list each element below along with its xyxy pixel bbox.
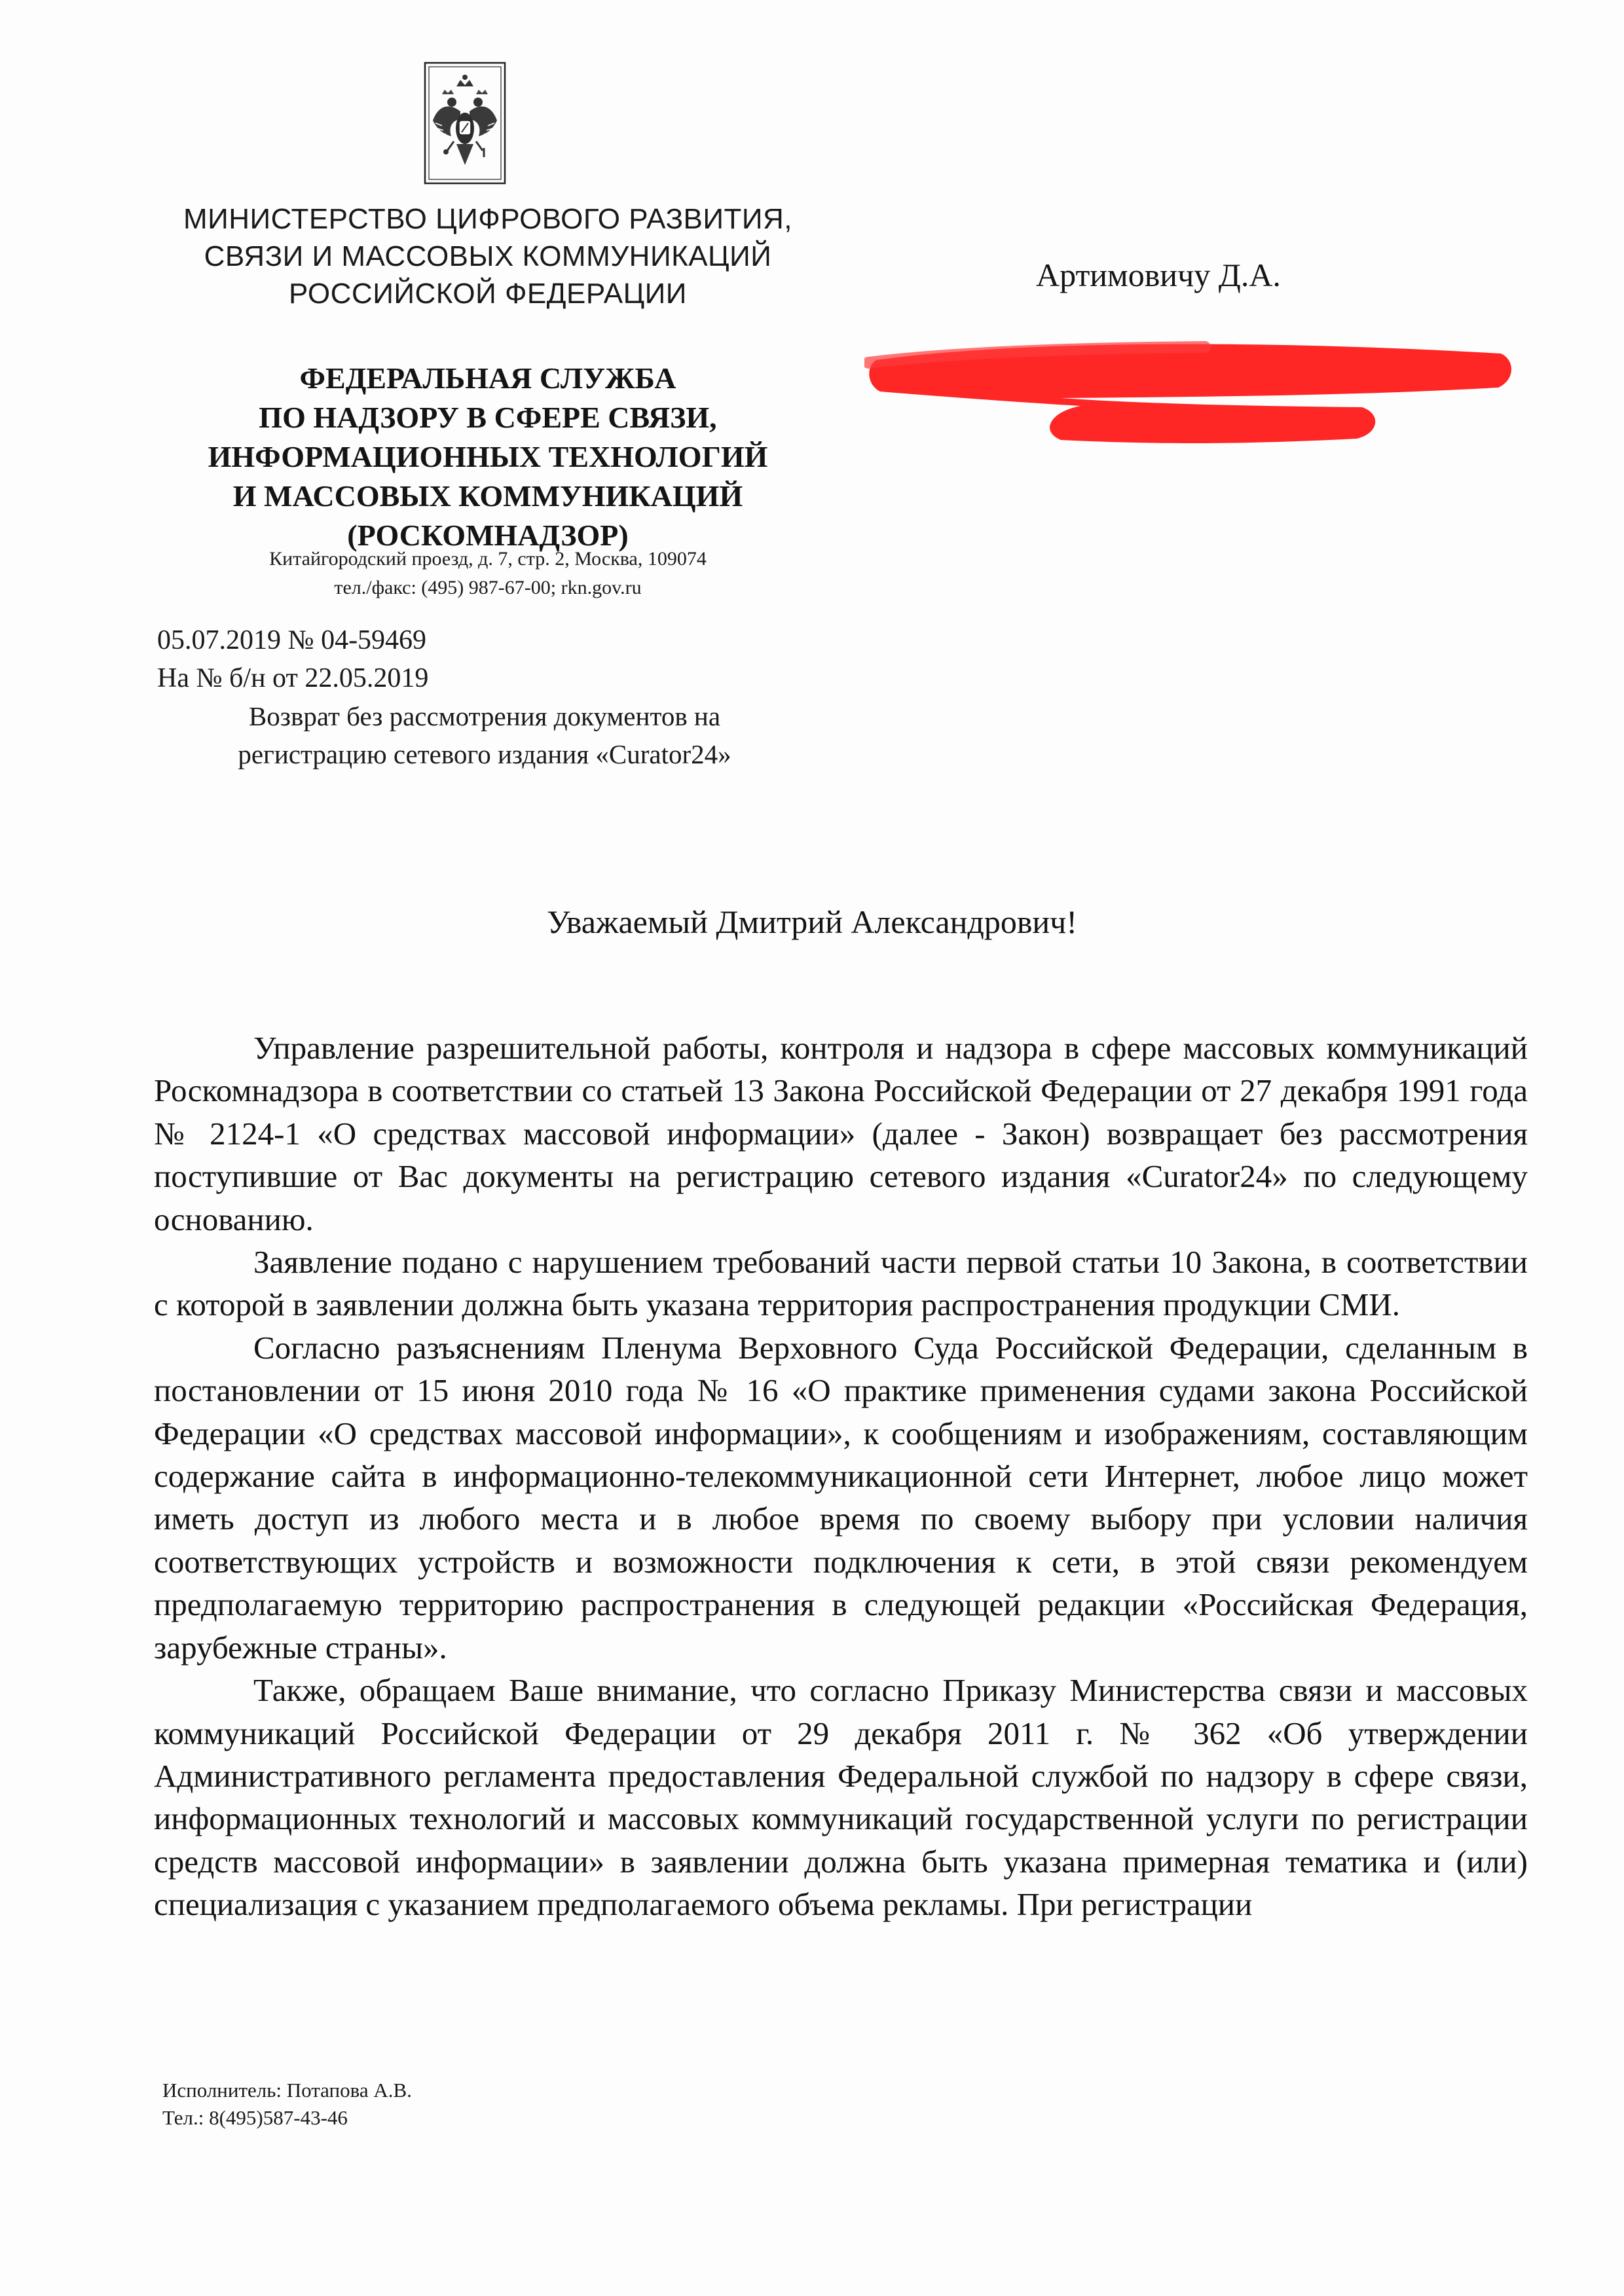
paragraph-2: Заявление подано с нарушением требований части первой статьи 10 Закона, в соответствии с которой в заявлении должна быть указана территория распространения продукции СМИ. (154, 1244, 1528, 1323)
agency-name (131, 359, 845, 555)
agency-line-3: ИНФОРМАЦИОННЫХ ТЕХНОЛОГИЙ (208, 440, 768, 473)
agency-line-5: (РОСКОМНАДЗОР) (347, 519, 629, 552)
agency-line-1: ФЕДЕРАЛЬНАЯ СЛУЖБА (299, 361, 676, 395)
executor-block (162, 2077, 412, 2132)
agency-address-block (131, 545, 845, 602)
paragraph-4: Также, обращаем Ваше внимание, что согласно Приказу Министерства связи и массовых коммуникаций Российской Федерации от 29 декабря 2011 г. № 362 «Об утверждении Административного регламента предоставления Федеральной службой по надзору в сфере связи, информационных технологий и массовых коммуникаций государственной услуги по регистрации средств массовой информации» в заявлении должна быть указана примерная тематика и (или) специализация с указанием предполагаемого объема рекламы. При регистрации (154, 1672, 1528, 1923)
executor-name: Исполнитель: Потапова А.В. (162, 2079, 412, 2102)
subject-line-2: регистрацию сетевого издания «Curator24» (238, 739, 731, 769)
state-emblem-icon (422, 60, 507, 186)
letter-body (154, 1027, 1528, 1926)
redaction-marker (864, 334, 1519, 448)
letter-subject (157, 697, 812, 773)
agency-line-4: И МАССОВЫХ КОММУНИКАЦИЙ (232, 479, 743, 513)
ministry-name (131, 200, 845, 312)
paragraph-3: Согласно разъяснениям Пленума Верховного Суда Российской Федерации, сделанным в постановлении от 15 июня 2010 года № 16 «О практике применения судами закона Российской Федерации «О средствах массовой информации», к сообщениям и изображениям, составляющим содержание сайта в информационно-телекоммуникационной сети Интернет, любое лицо может иметь доступ из любого места и в любое время по своему выбору при условии наличия соответствующих устройств и возможности подключения к сети, в этой связи рекомендуем предполагаемую территорию распространения в следующей редакции «Российская Федерация, зарубежные страны». (154, 1329, 1528, 1666)
incoming-reference: На № б/н от 22.05.2019 (157, 663, 429, 693)
ministry-line-3: РОССИЙСКОЙ ФЕДЕРАЦИИ (289, 278, 687, 310)
agency-contacts: тел./факс: (495) 987-67-00; rkn.gov.ru (334, 577, 642, 598)
salutation: Уважаемый Дмитрий Александрович! (547, 903, 1077, 940)
subject-line-1: Возврат без рассмотрения документов на (248, 701, 721, 731)
ministry-line-2: СВЯЗИ И МАССОВЫХ КОММУНИКАЦИЙ (204, 240, 772, 272)
ministry-line-1: МИНИСТЕРСТВО ЦИФРОВОГО РАЗВИТИЯ, (183, 203, 793, 235)
executor-phone: Тел.: 8(495)587-43-46 (162, 2106, 348, 2129)
agency-line-2: ПО НАДЗОРУ В СФЕРЕ СВЯЗИ, (259, 401, 717, 434)
addressee-name: Артимовичу Д.А. (1036, 257, 1281, 293)
paragraph-1: Управление разрешительной работы, контроля и надзора в сфере массовых коммуникаций Роскомнадзора в соответствии со статьей 13 Закона Российской Федерации от 27 декабря 1991 года № 2124-1 «О средствах массовой информации» (далее - Закон) возвращает без рассмотрения поступившие от Вас документы на регистрацию сетевого издания «Curator24» по следующему основанию. (154, 1030, 1528, 1237)
outgoing-number: 05.07.2019 № 04-59469 (157, 625, 427, 655)
agency-address: Китайгородский проезд, д. 7, стр. 2, Москва, 109074 (269, 548, 707, 570)
